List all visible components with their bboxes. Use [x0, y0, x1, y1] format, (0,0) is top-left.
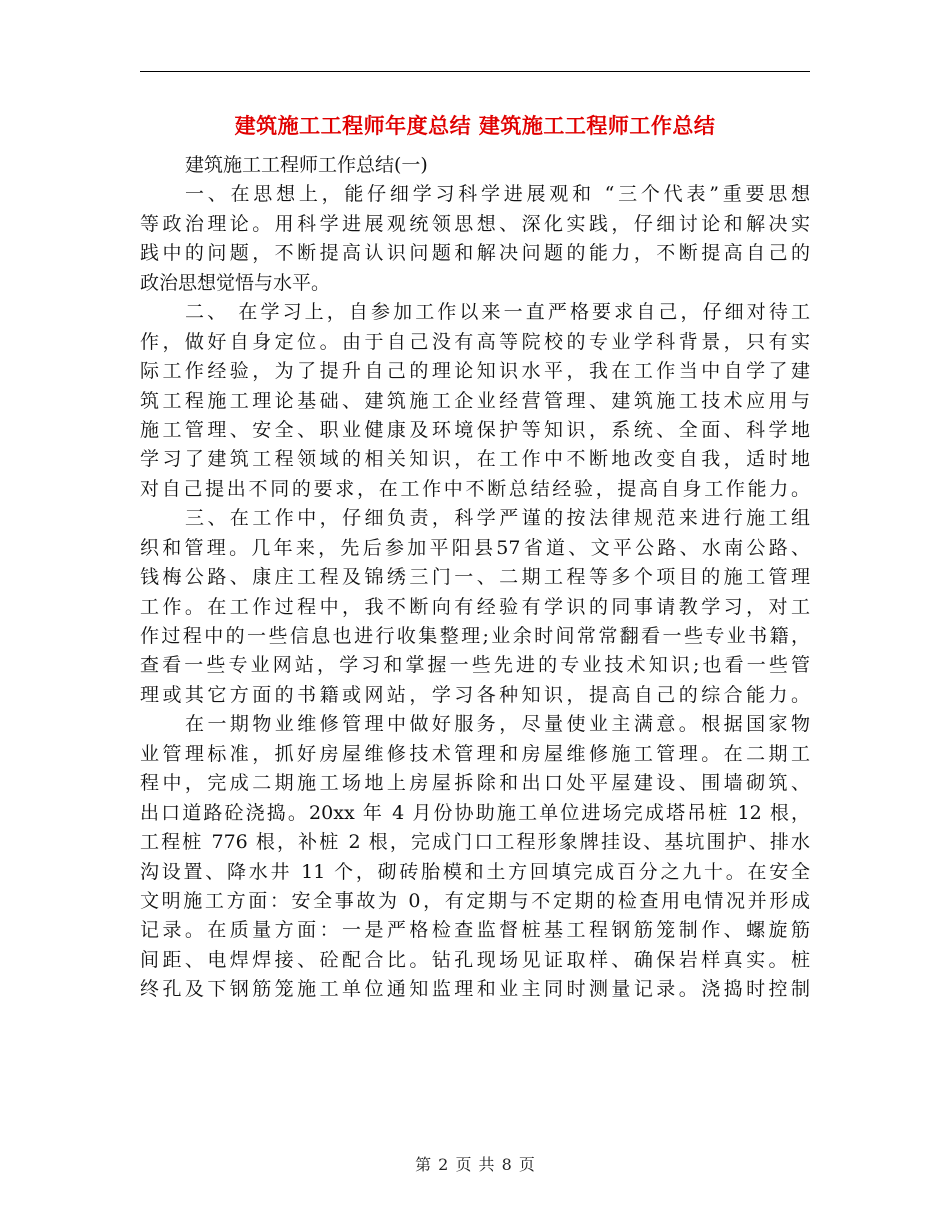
- paragraph-line: 文明施工方面：安全事故为 0，有定期与不定期的检查用电情况并形成: [140, 889, 810, 912]
- paragraph-line: 作过程中的一些信息也进行收集整理;业余时间常常翻看一些专业书籍，: [140, 625, 810, 647]
- paragraph-line: 政治思想觉悟与水平。: [140, 271, 331, 294]
- paragraph-line: 业管理标准，抓好房屋维修技术管理和房屋维修施工管理。在二期工: [140, 742, 810, 765]
- paragraph-line: 记录。在质量方面：一是严格检查监督桩基工程钢筋笼制作、螺旋筋: [140, 919, 810, 942]
- paragraph-line: 施工管理、安全、职业健康及环境保护等知识，系统、全面、科学地: [140, 418, 810, 441]
- document-body: [140, 151, 810, 1005]
- paragraph-line: 学习了建筑工程领域的相关知识，在工作中不断地改变自我，适时地: [140, 448, 810, 471]
- paragraph-line: 钱梅公路、康庄工程及锦绣三门一、二期工程等多个项目的施工管理: [140, 566, 810, 589]
- paragraph-line: 三、在工作中，仔细负责，科学严谨的按法律规范来进行施工组: [185, 507, 810, 530]
- paragraph-line: 等政治理论。用科学进展观统领思想、深化实践，仔细讨论和解决实: [140, 212, 810, 235]
- paragraph-line: 筑工程施工理论基础、建筑施工企业经营管理、建筑施工技术应用与: [140, 389, 810, 412]
- paragraph-line: 出口道路砼浇捣。20xx 年 4 月份协助施工单位进场完成塔吊桩 12 根，: [140, 801, 810, 824]
- paragraph-line: 际工作经验，为了提升自己的理论知识水平，我在工作当中自学了建: [140, 360, 810, 383]
- section-heading: 建筑施工工程师工作总结(一): [185, 154, 428, 176]
- document-title: 建筑施工工程师年度总结 建筑施工工程师工作总结: [234, 114, 716, 138]
- paragraph-line: 查看一些专业网站，学习和掌握一些先进的专业技术知识;也看一些管: [140, 654, 810, 677]
- paragraph-line: 一、在思想上，能仔细学习科学进展观和 “三个代表”重要思想: [185, 183, 810, 206]
- paragraph-line: 作，做好自身定位。由于自己没有高等院校的专业学科背景，只有实: [140, 330, 810, 353]
- paragraph-line: 工程桩 776 根，补桩 2 根，完成门口工程形象牌挂设、基坑围护、排水: [140, 831, 810, 854]
- paragraph-line: 程中，完成二期施工场地上房屋拆除和出口处平屋建设、围墙砌筑、: [140, 772, 810, 795]
- paragraph-line: 践中的问题，不断提高认识问题和解决问题的能力，不断提高自己的: [140, 242, 810, 265]
- header-rule: [140, 71, 810, 72]
- paragraph-line: 沟设置、降水井 11 个，砌砖胎模和土方回填完成百分之九十。在安全: [140, 860, 810, 883]
- page-number: 第 2 页 共 8 页: [415, 1155, 535, 1174]
- paragraph-line: 工作。在工作过程中，我不断向有经验有学识的同事请教学习，对工: [140, 595, 810, 618]
- paragraph-line: 二、 在学习上，自参加工作以来一直严格要求自己，仔细对待工: [185, 301, 810, 324]
- paragraph-line: 间距、电焊焊接、砼配合比。钻孔现场见证取样、确保岩样真实。桩: [140, 948, 810, 971]
- paragraph-line: 终孔及下钢筋笼施工单位通知监理和业主同时测量记录。浇捣时控制: [140, 978, 810, 1001]
- paragraph-line: 理或其它方面的书籍或网站，学习各种知识，提高自己的综合能力。: [140, 683, 810, 706]
- paragraph-line: 在一期物业维修管理中做好服务，尽量使业主满意。根据国家物: [185, 713, 810, 736]
- paragraph-line: 对自己提出不同的要求，在工作中不断总结经验，提高自身工作能力。: [140, 477, 810, 500]
- paragraph-line: 织和管理。几年来，先后参加平阳县57省道、文平公路、水南公路、: [140, 536, 810, 559]
